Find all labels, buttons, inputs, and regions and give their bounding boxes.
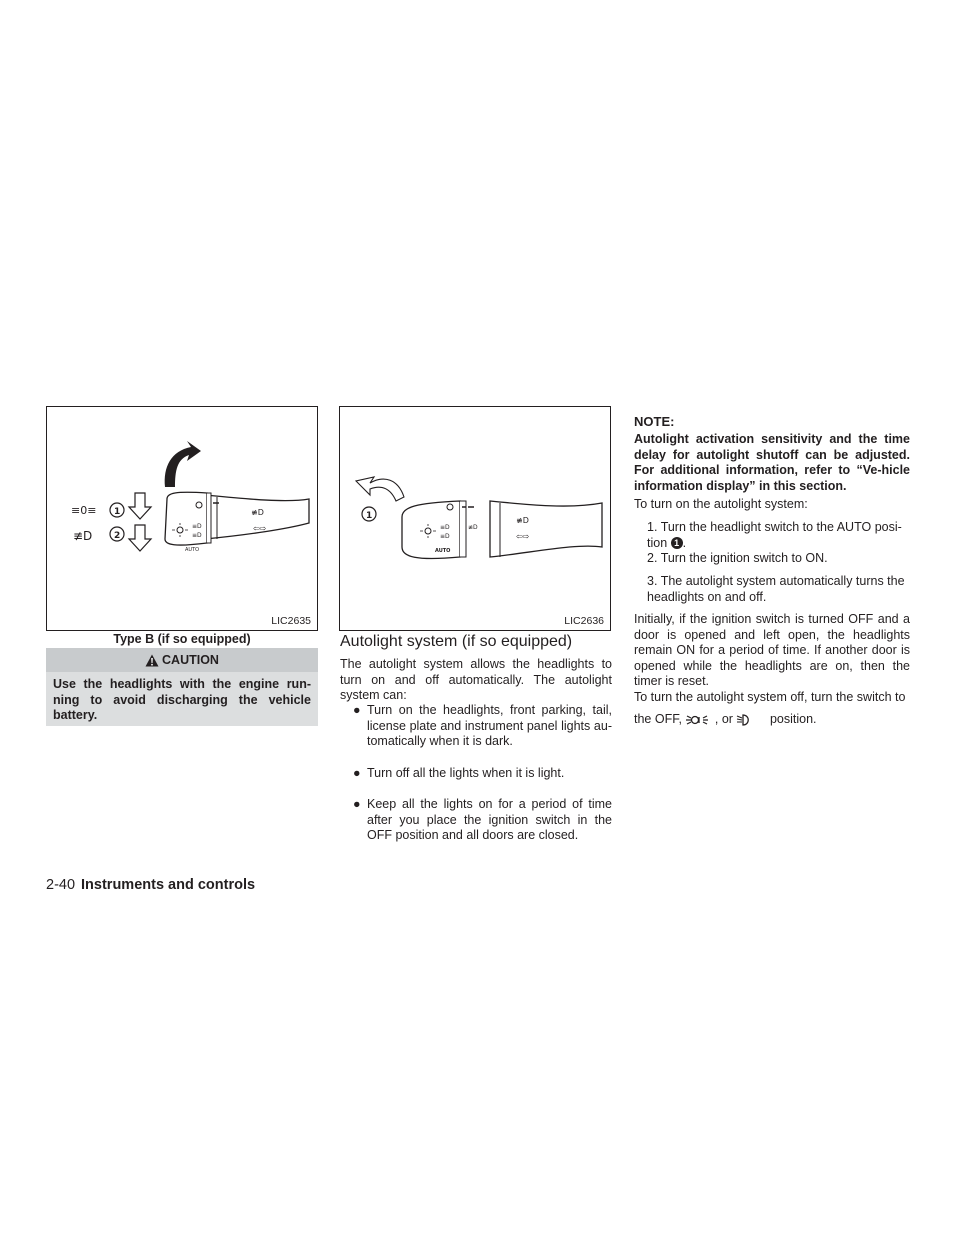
svg-text:1: 1: [366, 511, 373, 521]
bullet-text: Turn on the headlights, front parking, tail, license plate and instrument panel lights au-tomatically when it is dark.: [367, 703, 612, 748]
list-item: [353, 703, 612, 750]
step-text: Turn the ignition switch to ON.: [660, 551, 828, 565]
turn-off-text-b: , or: [714, 712, 733, 726]
autolight-switch-illustration: [340, 407, 610, 630]
step-number: 3.: [647, 574, 658, 588]
step-text: The autolight system automatically turns the headlights on and off.: [647, 574, 905, 604]
svg-text:2: 2: [114, 531, 121, 541]
chapter-title: Instruments and controls: [81, 877, 256, 893]
page-footer: [46, 877, 255, 893]
caution-box: [46, 648, 318, 726]
bullet-mark: ●: [353, 703, 361, 717]
caution-title: CAUTION: [162, 653, 219, 667]
caution-header: [46, 648, 318, 672]
svg-text:≡D: ≡D: [440, 533, 450, 540]
callout-1-icon: 1: [671, 537, 683, 549]
step-3: [647, 574, 910, 605]
note-title: NOTE:: [634, 414, 675, 429]
svg-text:1: 1: [114, 507, 121, 517]
svg-text:≡D: ≡D: [192, 532, 202, 539]
svg-text:≢D: ≢D: [251, 508, 264, 517]
section-heading: Autolight system (if so equipped): [340, 633, 573, 650]
bullet-text: Keep all the lights on for a period of time after you place the ignition switch in the OFF position and all doors are closed.: [367, 797, 612, 842]
turn-on-intro: To turn on the autolight system:: [634, 497, 808, 511]
turn-off-text-c: position.: [769, 712, 817, 726]
step-text: Turn the headlight switch to the AUTO posi-tion: [647, 520, 902, 550]
figure-code: LIC2635: [271, 615, 311, 627]
step-number: 1.: [647, 520, 658, 534]
step-2: [647, 551, 910, 567]
step-number: 2.: [647, 551, 658, 565]
turn-off-text-a: the OFF,: [634, 712, 682, 726]
headlight-switch-illustration: [47, 407, 317, 630]
svg-text:⇦⇨: ⇦⇨: [516, 532, 530, 541]
initially-paragraph: Initially, if the ignition switch is turned OFF and a door is opened and left open, the headlights remain ON for a period of time. If another door is opened while the headlights are on, then the timer is reset.: [634, 612, 910, 688]
warning-icon: [145, 654, 159, 667]
svg-text:AUTO: AUTO: [435, 548, 451, 554]
step-1: [647, 520, 910, 551]
figure-headlight-switch-type-b: [46, 406, 318, 631]
parking-light-icon: [685, 713, 711, 727]
note-body: Autolight activation sensitivity and the time delay for autolight shutoff can be adjusted. For additional information, refer to “Ve-hicle information display” in this section.: [634, 432, 910, 493]
svg-text:⇦⇨: ⇦⇨: [253, 524, 267, 533]
svg-text:≡D: ≡D: [192, 523, 202, 530]
bullet-mark: ●: [353, 797, 361, 811]
figure-autolight-switch: [339, 406, 611, 631]
list-item: [353, 766, 612, 782]
turn-off-line-2: [634, 712, 910, 728]
svg-text:≢D: ≢D: [516, 516, 529, 525]
figure-code: LIC2636: [564, 615, 604, 627]
turn-off-line-1: To turn the autolight system off, turn the switch to: [634, 690, 906, 704]
caution-text: Use the headlights with the engine run-ning to avoid discharging the vehicle battery.: [53, 677, 311, 722]
svg-text:≡0≡: ≡0≡: [71, 504, 97, 517]
bullet-text: Turn off all the lights when it is light.: [367, 766, 565, 780]
page-number: 2-40: [46, 877, 76, 893]
svg-text:≡D: ≡D: [440, 524, 450, 531]
bullet-mark: ●: [353, 766, 361, 780]
svg-text:AUTO: AUTO: [185, 547, 200, 553]
list-item: [353, 797, 612, 844]
svg-text:≢D: ≢D: [73, 529, 93, 543]
svg-text:≢D: ≢D: [468, 524, 478, 531]
step-end: .: [682, 535, 687, 550]
autolight-intro: The autolight system allows the headlights to turn on and off automatically. The autolight system can:: [340, 657, 612, 702]
headlight-icon: [736, 713, 752, 727]
figure-caption: Type B (if so equipped): [113, 632, 251, 646]
